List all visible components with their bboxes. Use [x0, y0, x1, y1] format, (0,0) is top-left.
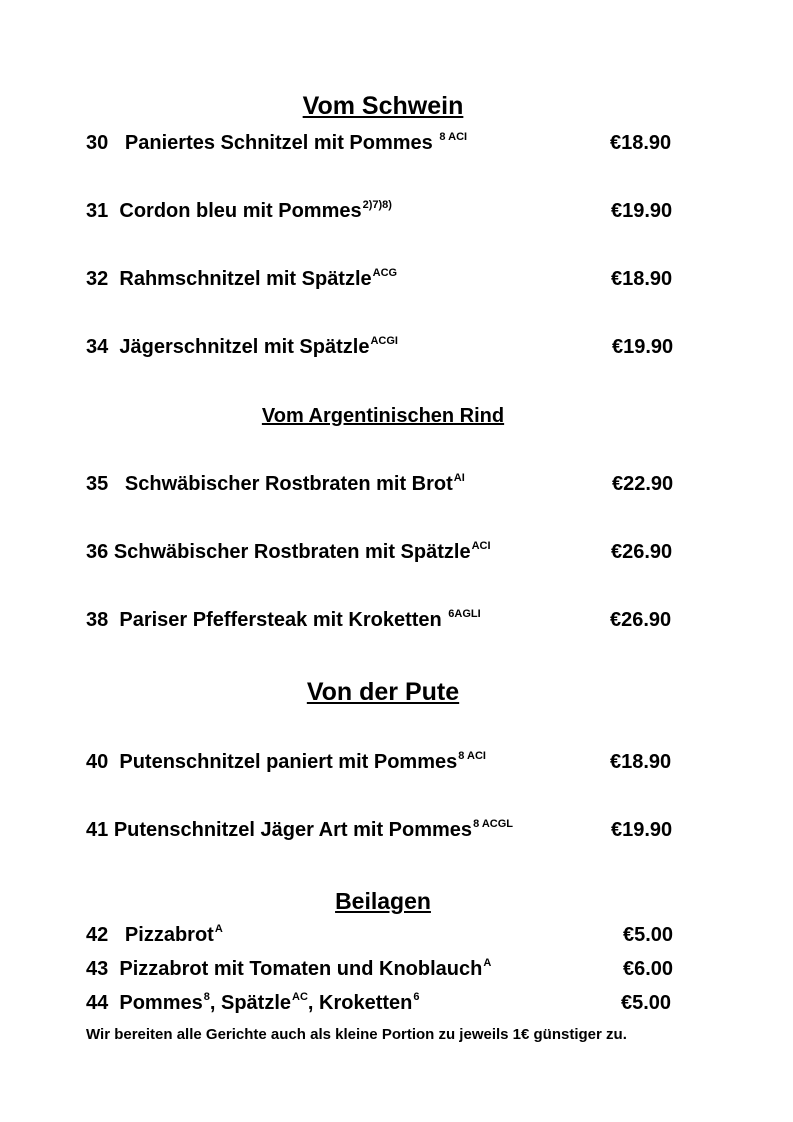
- price-36: €26.90: [611, 541, 673, 563]
- item-name: Paniertes Schnitzel mit Pommes: [124, 132, 433, 154]
- section-title-pute: Von der Pute: [306, 678, 460, 706]
- allergen-codes: AI: [453, 472, 465, 484]
- item-name: Putenschnitzel Jäger Art mit Pommes: [113, 819, 473, 841]
- allergen-codes: 6AGLI: [448, 608, 481, 620]
- allergen-codes: A: [483, 957, 492, 969]
- item-number: 31: [86, 200, 109, 222]
- price-43: €6.00: [623, 958, 674, 980]
- section-title-schwein: Vom Schwein: [302, 92, 464, 120]
- menu-item-36: [86, 541, 491, 564]
- price-41: €19.90: [611, 819, 673, 841]
- item-name: Rahmschnitzel mit Spätzle: [119, 268, 372, 290]
- item-number: 40: [86, 751, 109, 773]
- item-name: Pizzabrot: [124, 924, 214, 946]
- item-name: Jägerschnitzel mit Spätzle: [119, 336, 370, 358]
- price-31: €19.90: [611, 200, 673, 222]
- allergen-codes: ACG: [372, 267, 398, 279]
- item-name: Schwäbischer Rostbraten mit Spätzle: [113, 541, 471, 563]
- price-30: €18.90: [610, 132, 672, 154]
- menu-item-42: [86, 924, 223, 947]
- menu-item-30: [86, 132, 467, 155]
- price-34: €19.90: [612, 336, 674, 358]
- item-number: 44: [86, 992, 109, 1014]
- menu-item-44: [86, 992, 420, 1015]
- section-title-rind: Vom Argentinischen Rind: [261, 405, 505, 427]
- item-name: , Kroketten: [307, 992, 413, 1014]
- price-35: €22.90: [612, 473, 674, 495]
- menu-item-38: [86, 609, 481, 632]
- item-name: Pizzabrot mit Tomaten und Knoblauch: [119, 958, 483, 980]
- price-38: €26.90: [610, 609, 672, 631]
- footer-note: Wir bereiten alle Gerichte auch als kleine Portion zu jeweils 1€ günstiger zu.: [86, 1026, 627, 1043]
- price-40: €18.90: [610, 751, 672, 773]
- item-number: 30: [86, 132, 109, 154]
- allergen-codes: 8 ACGL: [473, 818, 513, 830]
- menu-item-32: [86, 268, 397, 291]
- item-number: 34: [86, 336, 109, 358]
- allergen-codes: 6: [413, 991, 420, 1003]
- item-number: 43: [86, 958, 109, 980]
- allergen-codes: ACGI: [370, 335, 398, 347]
- allergen-codes: 8 ACI: [458, 750, 486, 762]
- allergen-codes: 2)7)8): [362, 199, 392, 211]
- item-number: 41: [86, 819, 109, 841]
- item-number: 35: [86, 473, 109, 495]
- item-name: Pommes: [119, 992, 203, 1014]
- item-number: 38: [86, 609, 109, 631]
- item-name: Schwäbischer Rostbraten mit Brot: [124, 473, 453, 495]
- menu-item-34: [86, 336, 398, 359]
- item-name: Putenschnitzel paniert mit Pommes: [119, 751, 458, 773]
- menu-item-43: [86, 958, 491, 981]
- item-number: 36: [86, 541, 109, 563]
- allergen-codes: 8: [203, 991, 210, 1003]
- section-title-beilagen: Beilagen: [335, 888, 431, 914]
- menu-item-40: [86, 751, 486, 774]
- menu-item-41: [86, 819, 513, 842]
- allergen-codes: 8 ACI: [439, 131, 468, 143]
- price-44: €5.00: [621, 992, 672, 1014]
- item-name: , Spätzle: [209, 992, 292, 1014]
- item-name: Pariser Pfeffersteak mit Kroketten: [119, 609, 442, 631]
- menu-item-35: [86, 473, 465, 496]
- allergen-codes: A: [214, 923, 223, 935]
- item-number: 32: [86, 268, 109, 290]
- item-name: Cordon bleu mit Pommes: [119, 200, 362, 222]
- price-32: €18.90: [611, 268, 673, 290]
- allergen-codes: ACI: [471, 540, 491, 552]
- price-42: €5.00: [623, 924, 674, 946]
- menu-item-31: [86, 200, 392, 223]
- allergen-codes: AC: [292, 991, 308, 1003]
- item-number: 42: [86, 924, 109, 946]
